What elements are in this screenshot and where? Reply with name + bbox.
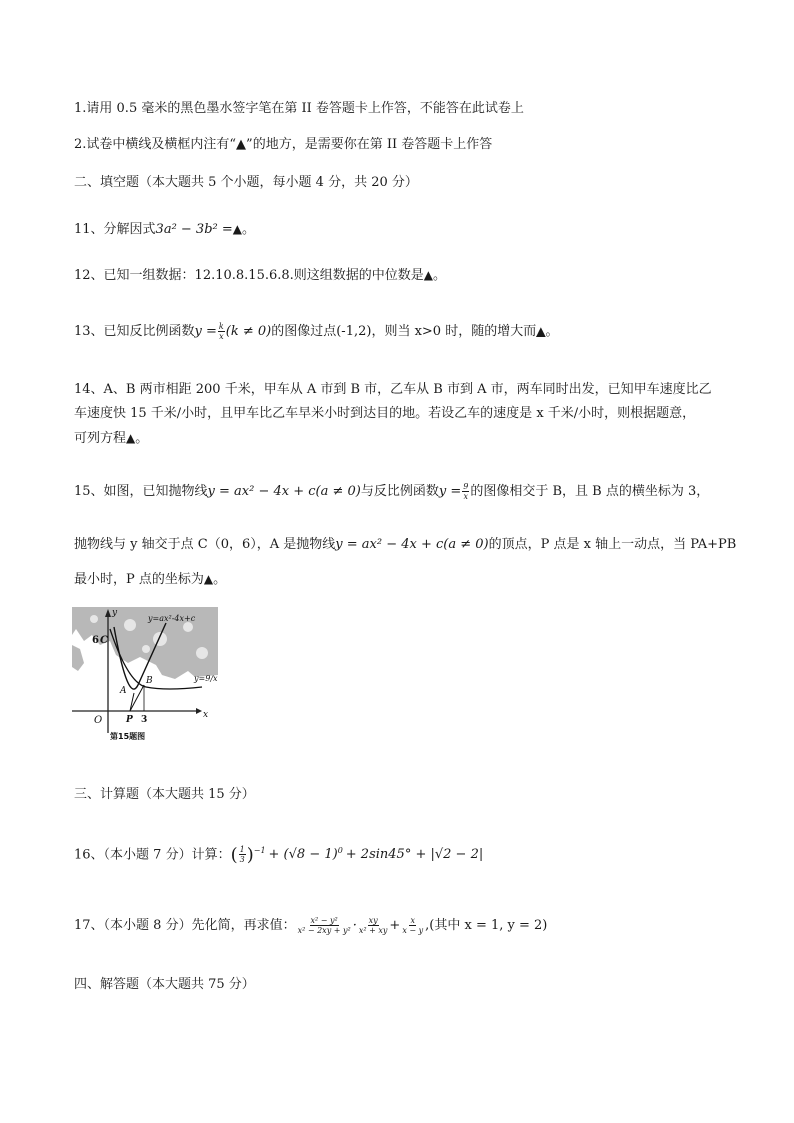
fraction-numerator: 1 [239, 845, 245, 855]
q13-prefix: 13、已知反比例函数 [74, 324, 195, 339]
q14-line-2: 车速度快 15 千米/小时，且甲车比乙车早米小时到达目的地。若设乙车的速度是 x 千米/小时，则根据题意， [74, 406, 696, 421]
question-12 [74, 266, 446, 285]
question-15-line-1 [74, 482, 709, 501]
x-axis-label: x [203, 710, 209, 720]
answer-marker: ▲ [126, 431, 136, 445]
q11-suffix: 。 [242, 222, 256, 237]
q15-y-eq: y = [438, 484, 462, 499]
q16-term-3: + 2sin45° + |√2 − 2| [345, 847, 484, 863]
q13-middle: 的图像过点(-1,2)，则当 x>0 时，随的增大而 [271, 324, 537, 339]
three-label: 3 [141, 715, 148, 725]
figure-15 [70, 605, 220, 747]
fraction-denominator: 3 [239, 855, 245, 865]
a-label: A [120, 686, 127, 696]
section-2-heading: 二、填空题（本大题共 5 个小题，每小题 4 分，共 20 分） [74, 175, 418, 190]
figure-15-graph [70, 605, 220, 747]
c-label: C [100, 635, 108, 646]
q17-dot: · [352, 918, 357, 933]
section-3-heading: 三、计算题（本大题共 15 分） [74, 787, 255, 802]
answer-marker: ▲ [423, 268, 434, 282]
q11-expression: 3a² − 3b² = [155, 222, 233, 237]
q17-prefix: 17、（本小题 8 分）先化简，再求值： [74, 918, 296, 933]
p-label: P [126, 715, 133, 725]
fraction-numerator: x [410, 916, 415, 925]
question-15-line-2 [74, 536, 736, 554]
q14-suffix: 。 [135, 431, 149, 446]
q16-term-2: + (√8 − 1) [268, 847, 338, 863]
q13-y-eq: y = [194, 324, 217, 339]
b-label: B [146, 676, 153, 686]
section-4-heading: 四、解答题（本大题共 75 分） [74, 977, 255, 992]
question-15-line-3 [74, 570, 226, 589]
answer-marker: ▲ [536, 324, 546, 338]
question-14 [74, 378, 724, 451]
q16-prefix: 16、（本小题 7 分）计算： [74, 847, 231, 863]
q15-line-2-prefix: 抛物线与 y 轴交于点 C（0，6），A 是抛物线 [74, 537, 336, 552]
q13-condition: (k ≠ 0) [225, 324, 272, 339]
q16-fraction [239, 845, 246, 864]
q15-line-2-suffix: 的顶点，P 点是 x 轴上一动点，当 PA+PB [488, 537, 737, 552]
answer-marker: ▲ [232, 222, 243, 236]
q17-fraction-3 [401, 916, 424, 935]
q16-exponent-2: 0 [337, 846, 343, 855]
q12-suffix: 。 [433, 268, 447, 283]
origin-label: O [94, 715, 103, 726]
fraction-denominator: x² + xy [358, 926, 388, 935]
note-1: 1.请用 0.5 毫米的黑色墨水签字笔在第 II 卷答题卡上作答，不能答在此试卷上 [74, 101, 524, 116]
q15-line-3-prefix: 最小时，P 点的坐标为 [74, 572, 204, 587]
q17-fraction-1 [297, 916, 352, 935]
q15-parabola: y = ax² − 4x + c(a ≠ 0) [207, 484, 361, 499]
fraction-numerator: 9 [463, 482, 469, 491]
q15-fraction [462, 482, 469, 501]
q13-fraction [218, 322, 225, 341]
fraction-numerator: xy [368, 916, 378, 925]
figure-caption: 第15题图 [110, 732, 146, 741]
q15-mid: 与反比例函数 [360, 484, 439, 499]
q14-line-1: 14、A、B 两市相距 200 千米，甲车从 A 市到 B 市，乙车从 B 市到 A 市，两车同时出发，已知甲车速度比乙 [74, 382, 712, 397]
left-paren: ( [230, 844, 238, 866]
fraction-denominator: x² − 2xy + y² [297, 926, 351, 935]
fraction-numerator: x² − y² [310, 916, 338, 925]
q15-parabola-2: y = ax² − 4x + c(a ≠ 0) [335, 537, 489, 552]
q13-suffix: 。 [545, 324, 559, 339]
six-label: 6 [92, 635, 99, 646]
q14-line-3-text: 可列方程 [74, 431, 127, 446]
fraction-denominator: x [219, 332, 224, 341]
question-13 [74, 322, 558, 341]
question-16 [74, 842, 483, 864]
answer-marker: ▲ [203, 572, 214, 586]
q12-text: 12、已知一组数据：12.10.8.15.6.8.则这组数据的中位数是 [74, 268, 424, 283]
q14-line-3 [74, 426, 724, 451]
right-paren: ) [246, 844, 254, 866]
note-2: 2.试卷中横线及横框内注有“▲”的地方，是需要你在第 II 卷答题卡上作答 [74, 137, 493, 152]
fraction-numerator: k [218, 322, 224, 331]
q11-prefix: 11、分解因式 [74, 222, 156, 237]
fraction-denominator: x − y [402, 926, 424, 935]
y-axis-label: y [112, 608, 118, 618]
q15-line-1-suffix: 的图像相交于 B，且 B 点的横坐标为 3， [470, 484, 710, 499]
hyperbola-label: y=9/x [194, 674, 218, 683]
curve-label: y=ax²-4x+c [148, 614, 196, 623]
fraction-denominator: x [463, 492, 469, 501]
q17-suffix: ,(其中 x = 1, y = 2) [425, 918, 548, 933]
q15-prefix: 15、如图，已知抛物线 [74, 484, 208, 499]
question-17 [74, 916, 547, 935]
q16-exponent-1: −1 [253, 846, 266, 855]
question-11 [74, 220, 255, 239]
q17-plus: + [389, 918, 401, 933]
q17-fraction-2 [358, 916, 389, 935]
q15-suffix: 。 [213, 572, 227, 587]
